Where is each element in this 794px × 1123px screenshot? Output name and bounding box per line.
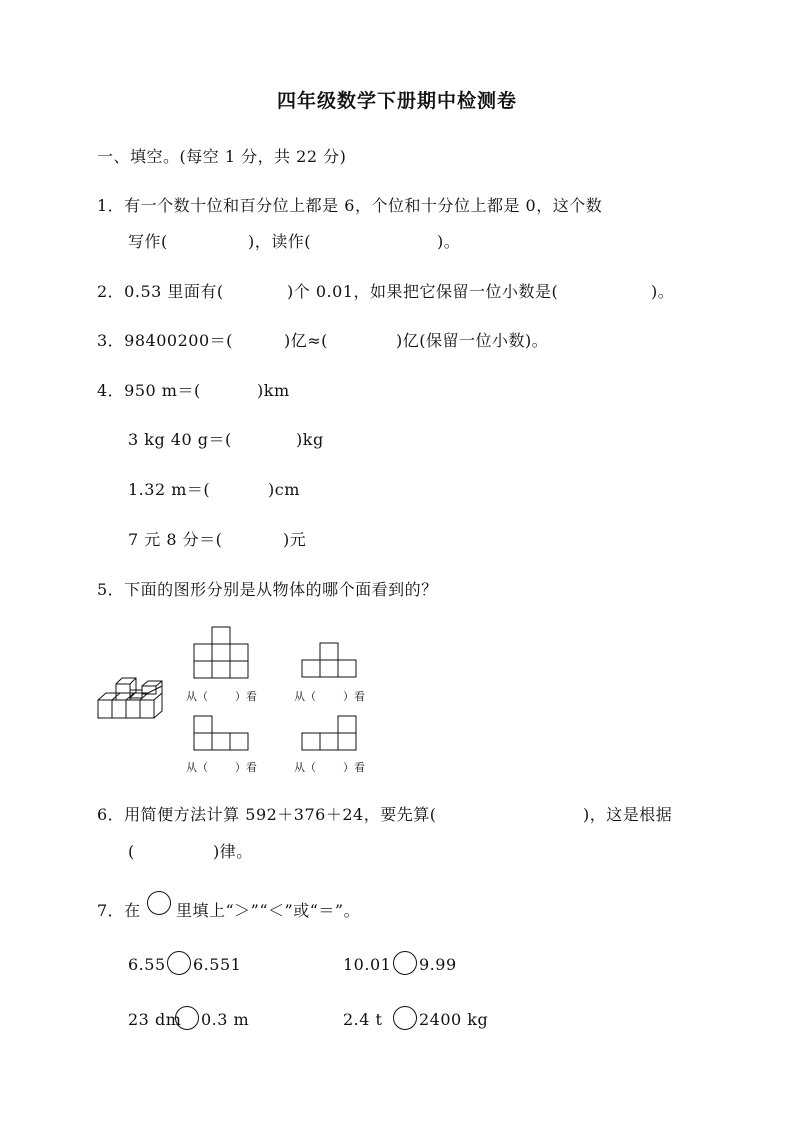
question-6-start: 6．用简便方法计算 592＋376＋24，要先算( [97, 805, 437, 824]
question-3-middle: )亿≈( [284, 331, 328, 350]
compare-4-circle[interactable] [393, 1006, 417, 1030]
view-2-label-look: ）看 [343, 690, 365, 703]
question-1-line-1: 1．有一个数十位和百分位上都是 6，个位和十分位上都是 0，这个数 [97, 196, 603, 215]
view-4-label-look: ）看 [343, 761, 365, 774]
question-3-start: 3．98400200＝( [97, 331, 233, 350]
compare-3-circle[interactable] [175, 1006, 199, 1030]
question-7-start: 7．在 [97, 901, 141, 920]
view-1-label-look: ）看 [235, 690, 257, 703]
view-3-label-look: ）看 [235, 761, 257, 774]
view-3-label-from: 从（ [186, 761, 208, 774]
view-figure-3 [194, 715, 250, 753]
compare-3-right: 0.3 m [201, 1010, 250, 1029]
question-2-end: )。 [651, 282, 675, 301]
question-4-a-right: )km [257, 381, 290, 400]
question-2-middle: )个 0.01，如果把它保留一位小数是( [287, 282, 559, 301]
compare-2-left: 10.01 [343, 955, 392, 974]
question-4-d-right: )元 [283, 530, 307, 549]
view-4-label-from: 从（ [294, 761, 316, 774]
question-6-line-2-open: ( [128, 842, 135, 861]
view-figure-1 [194, 626, 250, 680]
page-title: 四年级数学下册期中检测卷 [276, 90, 517, 112]
question-4-c-left: 1.32 m＝( [128, 480, 211, 499]
question-4-b-left: 3 kg 40 g＝( [128, 430, 232, 449]
compare-3-left: 23 dm [128, 1010, 182, 1029]
question-4-b-right: )kg [296, 430, 324, 449]
question-6-end: )，这是根据 [583, 805, 673, 824]
compare-1-right: 6.551 [193, 955, 242, 974]
question-4-d-left: 7 元 8 分＝( [128, 530, 223, 549]
question-6-line-2-close: )律。 [213, 842, 253, 861]
view-figure-4 [302, 715, 358, 753]
question-1-write-label: 写作( [128, 232, 168, 251]
compare-4-left: 2.4 t [343, 1010, 383, 1029]
section-heading: 一、填空。(每空 1 分，共 22 分) [97, 147, 347, 166]
question-5-text: 5．下面的图形分别是从物体的哪个面看到的？ [97, 580, 438, 599]
question-2-start: 2．0.53 里面有( [97, 282, 224, 301]
circle-blank-example [147, 891, 171, 915]
view-2-label-from: 从（ [294, 690, 316, 703]
view-1-label-from: 从（ [186, 690, 208, 703]
question-1-end: )。 [437, 232, 461, 251]
compare-2-right: 9.99 [419, 955, 457, 974]
compare-2-circle[interactable] [393, 951, 417, 975]
compare-1-left: 6.55 [128, 955, 166, 974]
question-4-a-left: 4．950 m＝( [97, 381, 201, 400]
cube-stack-figure [96, 676, 168, 722]
compare-1-circle[interactable] [167, 951, 191, 975]
compare-4-right: 2400 kg [419, 1010, 489, 1029]
question-4-c-right: )cm [268, 480, 300, 499]
question-3-end: )亿(保留一位小数)。 [396, 331, 549, 350]
question-1-read-label: )，读作( [248, 232, 311, 251]
view-figure-2 [302, 642, 358, 680]
question-7-end: 里填上“＞”“＜”或“＝”。 [176, 901, 361, 920]
